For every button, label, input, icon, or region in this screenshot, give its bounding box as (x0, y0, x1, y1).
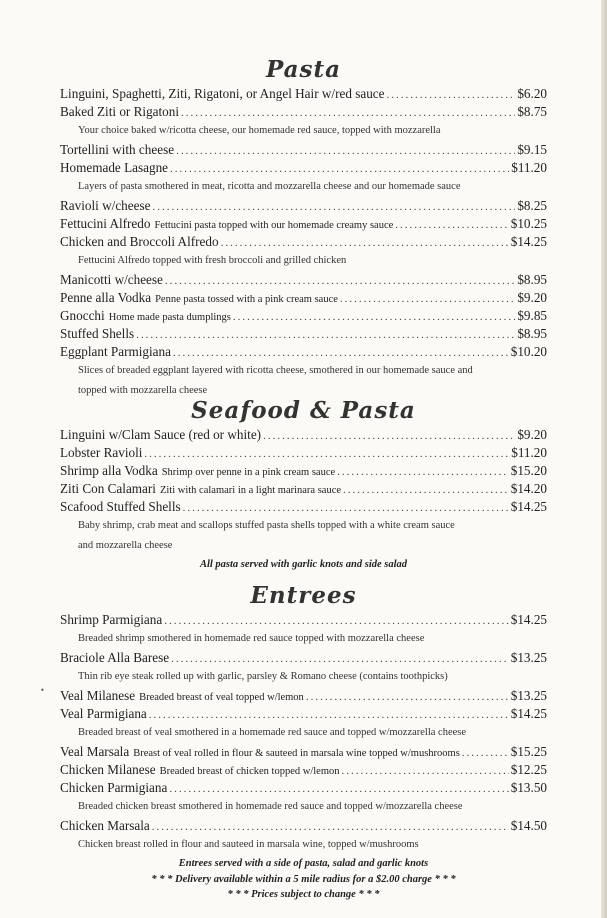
item-name: Veal Marsala (60, 744, 130, 759)
item-price: $13.25 (510, 650, 547, 665)
item-price: $6.20 (517, 86, 547, 101)
item-name: Penne alla Vodka (60, 290, 152, 305)
menu-item (60, 233, 547, 251)
item-inline-description: Penne pasta tossed with a pink cream sauce (155, 294, 338, 305)
item-price: $14.25 (510, 234, 547, 249)
pasta-served-note: All pasta served with garlic knots and side salad (199, 559, 408, 570)
dot-leader (233, 308, 515, 326)
seafood-section (60, 396, 547, 573)
item-name: Baked Ziti or Rigatoni (60, 104, 180, 119)
dot-leader (169, 780, 508, 798)
seafood-list (60, 426, 547, 556)
dot-leader (165, 272, 515, 290)
dot-leader (176, 142, 515, 160)
item-price: $12.25 (510, 762, 547, 777)
dot-leader (395, 216, 508, 234)
seafood-title: Seafood & Pasta (191, 397, 416, 424)
menu-item (60, 462, 547, 480)
dot-leader (144, 445, 509, 463)
item-name: Lobster Ravioli (60, 445, 143, 460)
item-inline-description: Fettucini pasta topped with our homemade creamy sauce (154, 220, 394, 231)
menu-item (60, 480, 547, 498)
menu-item (60, 307, 547, 325)
item-price: $10.20 (510, 344, 547, 359)
item-name: Ravioli w/cheese (60, 198, 151, 213)
item-description: Your choice baked w/ricotta cheese, our homemade red sauce, topped with mozzarella (78, 125, 441, 136)
dot-leader (170, 160, 509, 178)
menu-item (60, 197, 547, 215)
prices-note: * * * Prices subject to change * * * (227, 889, 380, 900)
item-description: Baby shrimp, crab meat and scallops stuffed pasta shells topped with a white cream sauce (78, 520, 455, 531)
dot-leader (337, 463, 509, 481)
item-name: Chicken and Broccoli Alfredo (60, 234, 219, 249)
dot-leader (181, 104, 515, 122)
item-description: Chicken breast rolled in flour and sauteed in marsala wine, topped w/mushrooms (78, 839, 419, 850)
item-price: $15.20 (510, 463, 547, 478)
item-price: $9.85 (517, 308, 547, 323)
item-description: Breaded chicken breast smothered in homemade red sauce and topped w/mozzarella cheese (78, 801, 463, 812)
item-description: and mozzarella cheese (78, 540, 173, 551)
dot-leader (387, 86, 516, 104)
item-name: Shrimp alla Vodka (60, 463, 158, 478)
item-price: $9.20 (517, 427, 547, 442)
item-description: Thin rib eye steak rolled up with garlic, parsley & Romano cheese (contains toothpicks) (78, 671, 448, 682)
dot-leader (136, 326, 515, 344)
item-name: Chicken Marsala (60, 818, 150, 833)
item-description: Layers of pasta smothered in meat, ricotta and mozzarella cheese and our homemade sauce (78, 181, 461, 192)
menu-item (60, 611, 547, 629)
dot-leader (152, 198, 515, 216)
item-inline-description: Shrimp over penne in a pink cream sauce (161, 467, 336, 478)
menu-item (60, 325, 547, 343)
pasta-section (60, 55, 547, 401)
dot-leader (343, 481, 509, 499)
margin-mark: • (40, 686, 45, 695)
item-price: $8.95 (517, 272, 547, 287)
item-name: Manicotti w/cheese (60, 272, 163, 287)
page-edge (601, 0, 607, 918)
item-name: Stuffed Shells (60, 326, 135, 341)
item-description: Breaded shrimp smothered in homemade red sauce topped with mozzarella cheese (78, 633, 425, 644)
dot-leader (263, 427, 515, 445)
dot-leader (171, 650, 509, 668)
dot-leader (173, 344, 509, 362)
dot-leader (149, 706, 509, 724)
item-price: $14.20 (510, 481, 547, 496)
item-name: Scafood Stuffed Shells (60, 499, 181, 514)
item-price: $11.20 (511, 160, 547, 175)
item-name: Eggplant Parmigiana (60, 344, 171, 359)
item-price: $8.25 (517, 198, 547, 213)
item-name: Veal Parmigiana (60, 706, 147, 721)
item-name: Gnocchi (60, 308, 105, 323)
item-inline-description: Home made pasta dumplings (108, 312, 231, 323)
dot-leader (340, 290, 515, 308)
menu-item (60, 498, 547, 516)
menu-item (60, 779, 547, 797)
menu-item (60, 141, 547, 159)
menu-item (60, 289, 547, 307)
item-price: $14.25 (510, 612, 547, 627)
dot-leader (221, 234, 509, 252)
menu-item (60, 343, 547, 361)
dot-leader (462, 744, 509, 762)
entrees-section (60, 581, 547, 902)
menu-item (60, 85, 547, 103)
item-price: $10.25 (510, 216, 547, 231)
dot-leader (152, 818, 509, 836)
delivery-note: * * * Delivery available within a 5 mile radius for a $2.00 charge * * * (151, 874, 456, 885)
dot-leader (164, 612, 509, 630)
entrees-title: Entrees (250, 582, 357, 609)
pasta-title: Pasta (265, 56, 342, 83)
menu-item (60, 271, 547, 289)
item-price: $14.50 (510, 818, 547, 833)
item-name: Linguini, Spaghetti, Ziti, Rigatoni, or Angel Hair w/red sauce (60, 86, 385, 101)
menu-item (60, 817, 547, 835)
menu-item (60, 743, 547, 761)
dot-leader (306, 688, 509, 706)
item-name: Tortellini with cheese (60, 142, 175, 157)
menu-item (60, 215, 547, 233)
menu-item (60, 426, 547, 444)
menu-item (60, 444, 547, 462)
menu-item (60, 103, 547, 121)
item-price: $9.15 (517, 142, 547, 157)
item-price: $8.75 (517, 104, 547, 119)
item-inline-description: Breaded breast of chicken topped w/lemon (159, 766, 340, 777)
menu-item (60, 649, 547, 667)
item-name: Homemade Lasagne (60, 160, 169, 175)
menu-item (60, 705, 547, 723)
item-description: Breaded breast of veal smothered in a homemade red sauce and topped w/mozzarella cheese (78, 727, 467, 738)
item-inline-description: Breaded breast of veal topped w/lemon (139, 692, 304, 703)
menu-item (60, 687, 547, 705)
item-price: $11.20 (511, 445, 547, 460)
entrees-list (60, 611, 547, 855)
item-name: Fettucini Alfredo (60, 216, 151, 231)
item-name: Braciole Alla Barese (60, 650, 170, 665)
item-price: $15.25 (510, 744, 547, 759)
item-name: Veal Milanese (60, 688, 136, 703)
item-price: $9.20 (517, 290, 547, 305)
item-name: Chicken Milanese (60, 762, 156, 777)
item-description: topped with mozzarella cheese (78, 385, 208, 396)
dot-leader (183, 499, 509, 517)
menu-item (60, 159, 547, 177)
item-price: $8.95 (517, 326, 547, 341)
item-inline-description: Ziti with calamari in a light marinara sauce (159, 485, 342, 496)
item-description: Fettucini Alfredo topped with fresh broccoli and grilled chicken (78, 255, 347, 266)
item-price: $13.50 (510, 780, 547, 795)
item-name: Ziti Con Calamari (60, 481, 156, 496)
item-price: $13.25 (510, 688, 547, 703)
dot-leader (342, 762, 509, 780)
menu-item (60, 761, 547, 779)
item-name: Linguini w/Clam Sauce (red or white) (60, 427, 262, 442)
item-name: Shrimp Parmigiana (60, 612, 163, 627)
item-price: $14.25 (510, 706, 547, 721)
item-price: $14.25 (510, 499, 547, 514)
item-inline-description: Breast of veal rolled in flour & sauteed in marsala wine topped w/mushrooms (133, 748, 460, 759)
entrees-served-note: Entrees served with a side of pasta, salad and garlic knots (178, 858, 429, 869)
pasta-list (60, 85, 547, 401)
item-description: Slices of breaded eggplant layered with ricotta cheese, smothered in our homemade sauce and (78, 365, 473, 376)
item-name: Chicken Parmigiana (60, 780, 168, 795)
